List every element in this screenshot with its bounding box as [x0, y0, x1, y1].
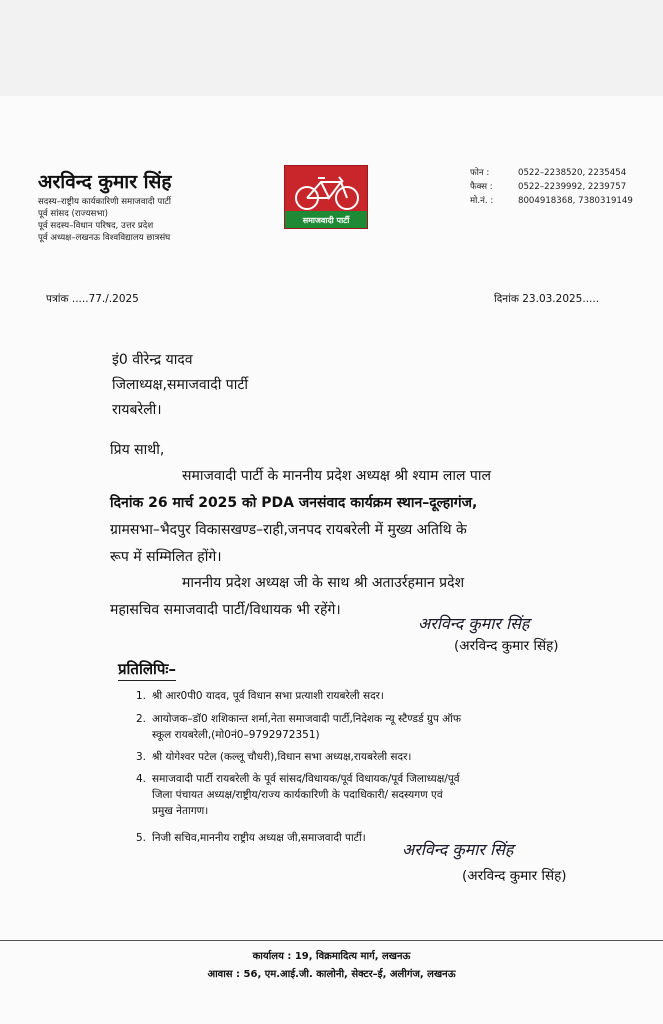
copy-item: [136, 711, 461, 743]
copy-line: जिला पंचायत अध्यक्ष/राष्ट्रीय/राज्य कार्यकारिणी के पदाधिकारी/ सदस्यगण एवं: [152, 789, 443, 801]
paragraph-line: समाजवादी पार्टी के माननीय प्रदेश अध्यक्ष श्री श्याम लाल पाल: [182, 468, 491, 484]
copy-number: 5.: [136, 832, 147, 844]
contact-label: फोन :: [470, 168, 490, 178]
party-logo: [284, 165, 368, 229]
copy-line: श्री आर0पी0 यादव, पूर्व विधान सभा प्रत्याशी रायबरेली सदर।: [152, 690, 384, 702]
contact-value: 0522–2238520, 2235454: [518, 168, 627, 178]
copy-number: 3.: [136, 751, 147, 763]
copy-line: आयोजक–डॉ0 शशिकान्त शर्मा,नेता समाजवादी पार्टी,निदेशक न्यू स्टैण्डर्ड ग्रुप ऑफ: [152, 713, 461, 725]
handwritten-signature: अरविन्द कुमार सिंह: [418, 614, 530, 633]
contact-value: 8004918368, 7380319149: [518, 196, 633, 206]
residence-address: आवास : 56, एम.आई.जी. कालोनी, सेक्टर–ई, अलीगंज, लखनऊ: [207, 969, 456, 980]
copy-line: प्रमुख नेतागण।: [152, 805, 209, 817]
addressee-line: रायबरेली।: [112, 402, 162, 418]
designation-line: सदस्य–राष्ट्रीय कार्यकारिणी समाजवादी पार्टी: [38, 197, 171, 207]
signatory-name: (अरविन्द कुमार सिंह): [454, 638, 559, 654]
designation-line: पूर्व सांसद (राज्यसभा): [38, 209, 108, 219]
copy-item: [136, 771, 460, 819]
designation-line: पूर्व सदस्य–विधान परिषद, उत्तर प्रदेश: [38, 221, 154, 231]
paragraph-line: ग्रामसभा–भैदपुर विकासखण्ड–राही,जनपद रायबरेली में मुख्य अतिथि के: [110, 522, 467, 538]
office-address: कार्यालय : 19, विक्रमादित्य मार्ग, लखनऊ: [252, 951, 411, 962]
paragraph-line: माननीय प्रदेश अध्यक्ष जी के साथ श्री अताउर्रहमान प्रदेश: [182, 575, 465, 591]
copy-number: 1.: [136, 690, 147, 702]
copy-number: 4.: [136, 773, 147, 785]
paragraph-line: महासचिव समाजवादी पार्टी/विधायक भी रहेंगे।: [110, 602, 341, 618]
designation-line: पूर्व अध्यक्ष–लखनऊ विश्वविद्यालय छात्रसंघ: [38, 233, 171, 243]
copy-line: समाजवादी पार्टी रायबरेली के पूर्व सांसद/विधायक/पूर्व विधायक/पूर्व जिलाध्यक्ष/पूर्व: [152, 773, 460, 785]
letter-date: दिनांक 23.03.2025.....: [494, 293, 600, 305]
contact-label: मो.नं. :: [470, 196, 494, 206]
signatory-name: (अरविन्द कुमार सिंह): [462, 868, 567, 884]
contact-value: 0522–2239992, 2239757: [518, 182, 627, 192]
copy-item: [136, 688, 384, 704]
bicycle-icon: [285, 168, 369, 214]
contact-phone: [470, 168, 626, 179]
contact-mobile: [470, 196, 633, 207]
copy-number: 2.: [136, 713, 147, 725]
copy-line: स्कूल रायबरेली,(मो0नं0–9792972351): [152, 729, 320, 741]
copy-item: [136, 749, 412, 765]
copy-line: श्री योगेश्वर पटेल (कल्लू चौधरी),विधान सभा अध्यक्ष,रायबरेली सदर।: [152, 751, 412, 763]
copy-line: निजी सचिव,माननीय राष्ट्रीय अध्यक्ष जी,समाजवादी पार्टी।: [152, 832, 366, 844]
copy-item: [136, 830, 366, 846]
top-blank-band: [0, 0, 663, 96]
paragraph-line: दिनांक 26 मार्च 2025 को PDA जनसंवाद कार्यक्रम स्थान–दूल्हागंज,: [110, 495, 478, 511]
handwritten-signature: अरविन्द कुमार सिंह: [402, 840, 514, 859]
logo-text: समाजवादी पार्टी: [302, 216, 350, 225]
contact-label: फैक्स :: [470, 182, 493, 192]
letter-number: पत्रांक .....77./.2025: [46, 293, 139, 305]
footer-divider: [0, 940, 663, 941]
copies-heading: प्रतिलिपिः–: [118, 659, 176, 681]
contact-fax: [470, 182, 626, 193]
salutation: प्रिय साथी,: [110, 442, 165, 458]
addressee-line: जिलाध्यक्ष,समाजवादी पार्टी: [112, 377, 249, 393]
sender-name: अरविन्द कुमार सिंह: [38, 171, 172, 193]
addressee-line: इं0 वीरेन्द्र यादव: [112, 352, 193, 368]
paragraph-line: रूप में सम्मिलित होंगे।: [110, 549, 222, 565]
